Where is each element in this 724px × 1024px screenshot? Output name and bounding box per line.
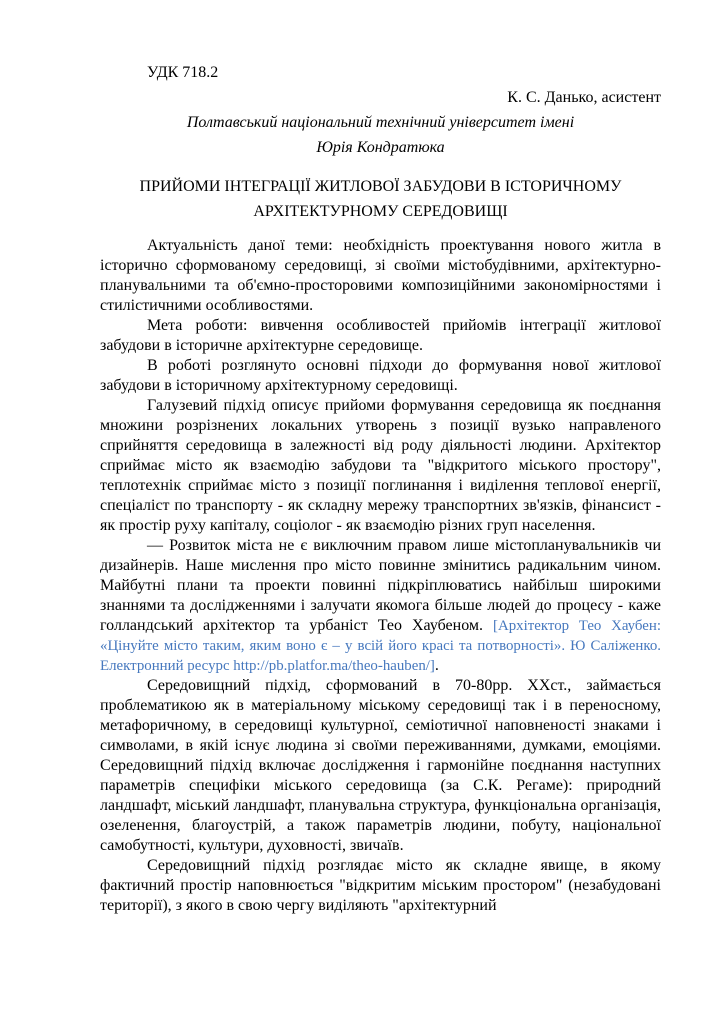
udc-code: УДК 718.2 (147, 64, 219, 81)
paragraph (100, 236, 661, 316)
paragraph-text: В роботі розглянуто основні підходи до формування нової житлової забудови в історичному архітектурному середовищі. (100, 357, 661, 394)
paragraph-text: — Розвиток міста не є виключним правом лише містопланувальників чи дизайнерів. Наше мислення про місто повинне змінитись радикальним чином. Майбутні плани та проекти повинні підкріплюватись найбільш широкими знаннями та дослідженнями і залучати якомога більше людей до процесу - каже голландський архітектор та урбаніст Тео Хаубеном. (100, 537, 661, 634)
paragraph (100, 356, 661, 396)
author-line: К. С. Данько, асистент (507, 89, 661, 106)
citation-link[interactable]: [Архітектор Тео Хаубен: «Цінуйте місто таким, яким воно є – у всій його красі та потворності». Ю Саліженко. Електронний ресурс http://pb.platfor.ma/theo-hauben/] (100, 618, 661, 674)
affiliation-line: Полтавський національний технічний університет імені Юрія Кондратюка (186, 114, 575, 156)
paragraph (100, 856, 661, 916)
paragraph (100, 316, 661, 356)
paragraph-text: Середовищний підхід розглядає місто як складне явище, в якому фактичний простір наповнюється "відкритим міським простором" (незабудовані території), з якого в свою чергу виділяють "архітектурний (100, 857, 661, 914)
paragraph-text: Галузевий підхід описує прийоми формування середовища як поєднання множини розрізнених локальних утворень з позиції вузько направленого сприйняття середовища в залежності від роду діяльності людини. Архітектор сприймає місто як взаємодію забудови та "відкритого міського простору", теплотехнік сприймає місто з позиції поглинання і виділення теплової енергії, спеціаліст по транспорту - як складну мережу транспортних зв'язків, фінансист - як простір руху капіталу, соціолог - як взаємодію різних груп населення. (100, 397, 661, 534)
article-body (100, 236, 661, 916)
paragraph-text: Актуальність даної теми: необхідність проектування нового житла в історично сформованому середовищі, зі своїми містобудівними, архітектурно-планувальними та об'ємно-просторовими композиційними закономірностями і стилістичними особливостями. (100, 237, 661, 314)
paragraph (100, 536, 661, 676)
paragraph-text: . (434, 657, 439, 674)
paragraph (100, 676, 661, 856)
paragraph-text: Мета роботи: вивчення особливостей прийомів інтеграції житлової забудови в історичне архітектурне середовище. (100, 317, 661, 354)
paragraph-text: Середовищний підхід, сформований в 70-80рр. ХХст., займається проблематикою як в матеріальному міському середовищі так і в переносному, метафоричному, в середовищі культурної, семіотичної наповненості знаками і символами, в якій існує людина зі своїми переживаннями, думками, емоціями. Середовищний підхід включає дослідження і гармонійне поєднання наступних параметрів специфіки міського середовища (за С.К. Регаме): природний ландшафт, міський ландшафт, планувальна структура, функціональна організація, озеленення, благоустрій, а також параметрів людини, побуту, національної самобутності, культури, духовності, звичаїв. (100, 677, 661, 854)
paragraph (100, 396, 661, 536)
article-title: ПРИЙОМИ ІНТЕГРАЦІЇ ЖИТЛОВОЇ ЗАБУДОВИ В ІСТОРИЧНОМУ АРХІТЕКТУРНОМУ СЕРЕДОВИЩІ (139, 178, 622, 220)
